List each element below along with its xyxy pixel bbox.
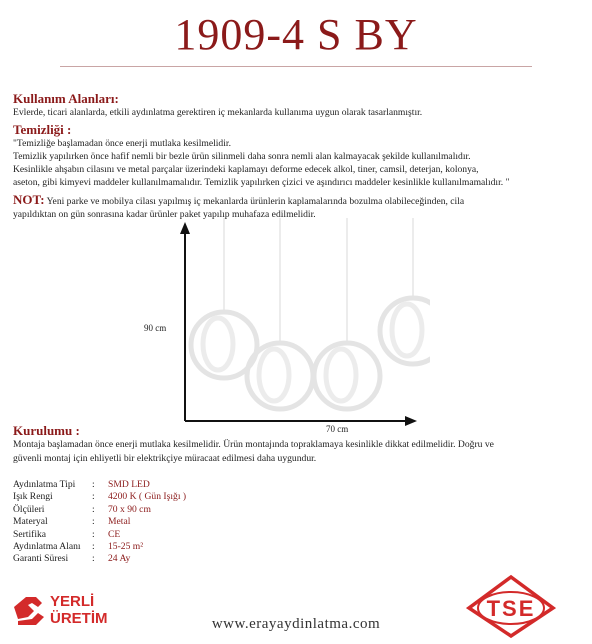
- ring-lamp-3: [314, 343, 380, 409]
- cleaning-heading: Temizliği :: [13, 122, 72, 137]
- spec-label: Sertifika: [13, 528, 47, 540]
- height-dimension-arrow: [180, 222, 190, 421]
- width-dimension-arrow: [185, 416, 417, 426]
- spec-separator: :: [92, 553, 95, 565]
- product-title: 1909-4 S BY: [174, 10, 418, 59]
- tse-text: TSE: [486, 596, 536, 621]
- installation-line-2: güvenli montaj için ehliyetli bir elektrikçiye müracaat edilmesi daha uygundur.: [13, 453, 317, 464]
- cleaning-line-1: "Temizliğe başlamadan önce enerji mutlaka kesilmelidir.: [13, 138, 231, 149]
- cleaning-line-4: aseton, gibi kimyevi maddeler kullanılmamalıdır. Temizlik yapılırken çizici ve aşındırıcı maddeler kesinlikle kullanılmamalıdır. ": [13, 177, 510, 188]
- spec-label: Garanti Süresi: [13, 553, 69, 565]
- uretim-text: ÜRETİM: [50, 610, 108, 627]
- spec-value: 24 Ay: [108, 553, 131, 565]
- installation-line-1: Montaja başlamadan önce enerji mutlaka kesilmelidir. Ürün montajında topraklamaya kesinlikle dikkat edilmelidir. Doğru ve: [13, 439, 494, 450]
- spec-label: Materyal: [13, 516, 48, 528]
- lamp-illustration: [170, 218, 430, 428]
- spec-value: 4200 K ( Gün Işığı ): [108, 491, 187, 503]
- usage-text: Evlerde, ticari alanlarda, etkili aydınlatma gerektiren iç mekanlarda kullanıma uygun olarak tasarlanmıştır.: [13, 107, 423, 118]
- spec-value: 15-25 m²: [108, 540, 144, 552]
- spec-separator: :: [92, 516, 95, 528]
- spec-label: Işık Rengi: [13, 491, 53, 503]
- spec-separator: :: [92, 491, 95, 503]
- installation-heading: Kurulumu :: [13, 423, 80, 438]
- spec-value: CE: [108, 528, 121, 540]
- cleaning-line-3: Kesinlikle ahşabın cilasını ve metal parçalar üzerindeki kaplamayı deforme edecek alkol, tiner, camsil, deterjan, kolonya,: [13, 164, 479, 175]
- cleaning-line-2: Temizlik yapılırken önce hafif nemli bir bezle ürün silinmeli daha sonra nemli alan kalmayacak şekilde kullanılmalıdır.: [13, 151, 471, 162]
- spec-value: 70 x 90 cm: [108, 503, 151, 515]
- yerli-text: YERLİ: [50, 593, 95, 610]
- tse-logo: [466, 574, 556, 638]
- spec-separator: :: [92, 528, 95, 540]
- spec-label: Ölçüleri: [13, 503, 45, 515]
- height-label: 90 cm: [144, 323, 167, 333]
- note-label: NOT:: [13, 192, 45, 207]
- spec-value: SMD LED: [108, 479, 150, 490]
- note-text-1: Yeni parke ve mobilya cilası yapılmış iç mekanlarda ürünlerin kaplamalarında bozulma olabileceğinden, cila: [46, 196, 465, 207]
- spec-separator: :: [92, 503, 95, 515]
- note-line-1: [13, 193, 464, 208]
- spec-label: Aydınlatma Tipi: [13, 479, 76, 490]
- spec-label: Aydınlatma Alanı: [13, 540, 81, 552]
- note-line-2: yapıldıktan on gün sonrasına kadar ürünler paket yapılıp muhafaza edilmelidir.: [13, 209, 316, 220]
- ring-lamp-2: [247, 343, 313, 409]
- usage-heading: Kullanım Alanları:: [13, 91, 119, 106]
- width-label: 70 cm: [326, 424, 349, 434]
- website-url: www.erayaydinlatma.com: [211, 616, 381, 632]
- title-divider: [60, 66, 532, 67]
- ring-lamp-4: [380, 298, 430, 364]
- spec-value: Metal: [108, 516, 131, 528]
- spec-separator: :: [92, 540, 95, 552]
- spec-separator: :: [92, 479, 95, 490]
